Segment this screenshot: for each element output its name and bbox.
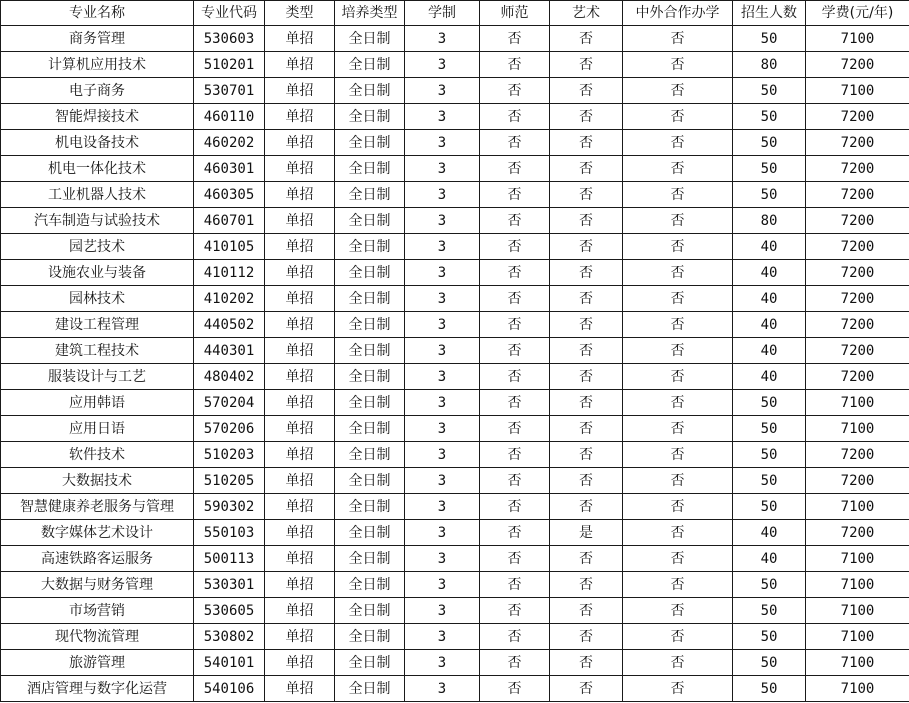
table-row [1, 676, 909, 702]
major-code-cell: 510201 [194, 52, 265, 78]
duration-cell: 3 [405, 624, 480, 650]
enrollment-cell: 50 [733, 468, 806, 494]
training-type-cell: 全日制 [335, 338, 405, 364]
type-cell: 单招 [265, 52, 335, 78]
arts-cell: 否 [550, 650, 623, 676]
training-type-cell: 全日制 [335, 312, 405, 338]
type-cell: 单招 [265, 208, 335, 234]
table-row [1, 104, 909, 130]
header-arts: 艺术 [550, 1, 623, 26]
training-type-cell: 全日制 [335, 78, 405, 104]
duration-cell: 3 [405, 416, 480, 442]
teacher-training-cell: 否 [480, 156, 550, 182]
duration-cell: 3 [405, 208, 480, 234]
enrollment-cell: 50 [733, 650, 806, 676]
major-name-cell: 数字媒体艺术设计 [1, 520, 194, 546]
teacher-training-cell: 否 [480, 260, 550, 286]
table-row [1, 364, 909, 390]
arts-cell: 否 [550, 208, 623, 234]
teacher-training-cell: 否 [480, 338, 550, 364]
type-cell: 单招 [265, 624, 335, 650]
table-row [1, 598, 909, 624]
enrollment-cell: 80 [733, 52, 806, 78]
table-row [1, 494, 909, 520]
sino-foreign-cell: 否 [623, 104, 733, 130]
tuition-cell: 7100 [806, 572, 909, 598]
arts-cell: 否 [550, 104, 623, 130]
header-enrollment: 招生人数 [733, 1, 806, 26]
training-type-cell: 全日制 [335, 260, 405, 286]
teacher-training-cell: 否 [480, 494, 550, 520]
sino-foreign-cell: 否 [623, 442, 733, 468]
type-cell: 单招 [265, 650, 335, 676]
sino-foreign-cell: 否 [623, 416, 733, 442]
teacher-training-cell: 否 [480, 650, 550, 676]
major-name-cell: 智慧健康养老服务与管理 [1, 494, 194, 520]
training-type-cell: 全日制 [335, 416, 405, 442]
arts-cell: 否 [550, 52, 623, 78]
teacher-training-cell: 否 [480, 416, 550, 442]
type-cell: 单招 [265, 260, 335, 286]
major-name-cell: 设施农业与装备 [1, 260, 194, 286]
arts-cell: 否 [550, 78, 623, 104]
enrollment-cell: 50 [733, 390, 806, 416]
enrollment-cell: 40 [733, 234, 806, 260]
table-row [1, 390, 909, 416]
duration-cell: 3 [405, 546, 480, 572]
teacher-training-cell: 否 [480, 676, 550, 702]
arts-cell: 否 [550, 26, 623, 52]
enrollment-cell: 40 [733, 286, 806, 312]
duration-cell: 3 [405, 26, 480, 52]
training-type-cell: 全日制 [335, 130, 405, 156]
type-cell: 单招 [265, 182, 335, 208]
enrollment-cell: 40 [733, 546, 806, 572]
tuition-cell: 7200 [806, 182, 909, 208]
enrollment-cell: 50 [733, 78, 806, 104]
enrollment-cell: 80 [733, 208, 806, 234]
enrollment-cell: 40 [733, 260, 806, 286]
arts-cell: 否 [550, 364, 623, 390]
table-row [1, 312, 909, 338]
type-cell: 单招 [265, 468, 335, 494]
arts-cell: 否 [550, 624, 623, 650]
enrollment-cell: 40 [733, 338, 806, 364]
duration-cell: 3 [405, 364, 480, 390]
tuition-cell: 7100 [806, 390, 909, 416]
type-cell: 单招 [265, 104, 335, 130]
teacher-training-cell: 否 [480, 520, 550, 546]
teacher-training-cell: 否 [480, 442, 550, 468]
major-code-cell: 460301 [194, 156, 265, 182]
duration-cell: 3 [405, 286, 480, 312]
type-cell: 单招 [265, 520, 335, 546]
arts-cell: 否 [550, 286, 623, 312]
enrollment-cell: 50 [733, 416, 806, 442]
sino-foreign-cell: 否 [623, 182, 733, 208]
header-duration: 学制 [405, 1, 480, 26]
sino-foreign-cell: 否 [623, 494, 733, 520]
arts-cell: 否 [550, 442, 623, 468]
major-name-cell: 市场营销 [1, 598, 194, 624]
major-code-cell: 410112 [194, 260, 265, 286]
table-row [1, 26, 909, 52]
major-code-cell: 510205 [194, 468, 265, 494]
sino-foreign-cell: 否 [623, 78, 733, 104]
major-code-cell: 480402 [194, 364, 265, 390]
table-row [1, 416, 909, 442]
duration-cell: 3 [405, 182, 480, 208]
tuition-cell: 7100 [806, 624, 909, 650]
duration-cell: 3 [405, 520, 480, 546]
duration-cell: 3 [405, 598, 480, 624]
tuition-cell: 7200 [806, 104, 909, 130]
enrollment-cell: 50 [733, 104, 806, 130]
major-name-cell: 汽车制造与试验技术 [1, 208, 194, 234]
tuition-cell: 7200 [806, 52, 909, 78]
enrollment-cell: 50 [733, 572, 806, 598]
table-row [1, 130, 909, 156]
enrollment-cell: 50 [733, 494, 806, 520]
arts-cell: 否 [550, 234, 623, 260]
tuition-cell: 7100 [806, 78, 909, 104]
sino-foreign-cell: 否 [623, 676, 733, 702]
tuition-cell: 7200 [806, 130, 909, 156]
table-header-row [1, 1, 909, 26]
teacher-training-cell: 否 [480, 234, 550, 260]
tuition-cell: 7100 [806, 26, 909, 52]
header-major-name: 专业名称 [1, 1, 194, 26]
major-code-cell: 460305 [194, 182, 265, 208]
major-name-cell: 大数据与财务管理 [1, 572, 194, 598]
major-name-cell: 电子商务 [1, 78, 194, 104]
type-cell: 单招 [265, 286, 335, 312]
header-major-code: 专业代码 [194, 1, 265, 26]
major-code-cell: 510203 [194, 442, 265, 468]
table-row [1, 260, 909, 286]
teacher-training-cell: 否 [480, 182, 550, 208]
table-row [1, 442, 909, 468]
type-cell: 单招 [265, 494, 335, 520]
enrollment-cell: 50 [733, 598, 806, 624]
tuition-cell: 7200 [806, 234, 909, 260]
training-type-cell: 全日制 [335, 208, 405, 234]
training-type-cell: 全日制 [335, 572, 405, 598]
major-code-cell: 460110 [194, 104, 265, 130]
major-code-cell: 440301 [194, 338, 265, 364]
enrollment-cell: 40 [733, 520, 806, 546]
type-cell: 单招 [265, 364, 335, 390]
type-cell: 单招 [265, 130, 335, 156]
major-code-cell: 410202 [194, 286, 265, 312]
major-name-cell: 应用日语 [1, 416, 194, 442]
header-training-type: 培养类型 [335, 1, 405, 26]
arts-cell: 否 [550, 130, 623, 156]
major-name-cell: 高速铁路客运服务 [1, 546, 194, 572]
arts-cell: 否 [550, 598, 623, 624]
table-row [1, 234, 909, 260]
major-name-cell: 现代物流管理 [1, 624, 194, 650]
tuition-cell: 7200 [806, 260, 909, 286]
major-name-cell: 大数据技术 [1, 468, 194, 494]
header-type: 类型 [265, 1, 335, 26]
major-code-cell: 590302 [194, 494, 265, 520]
training-type-cell: 全日制 [335, 390, 405, 416]
duration-cell: 3 [405, 260, 480, 286]
enrollment-cell: 50 [733, 130, 806, 156]
major-name-cell: 工业机器人技术 [1, 182, 194, 208]
enrollment-cell: 50 [733, 26, 806, 52]
major-name-cell: 园林技术 [1, 286, 194, 312]
teacher-training-cell: 否 [480, 78, 550, 104]
training-type-cell: 全日制 [335, 650, 405, 676]
sino-foreign-cell: 否 [623, 156, 733, 182]
tuition-cell: 7200 [806, 468, 909, 494]
major-code-cell: 500113 [194, 546, 265, 572]
tuition-cell: 7200 [806, 364, 909, 390]
table-row [1, 520, 909, 546]
duration-cell: 3 [405, 572, 480, 598]
duration-cell: 3 [405, 130, 480, 156]
major-name-cell: 软件技术 [1, 442, 194, 468]
training-type-cell: 全日制 [335, 182, 405, 208]
arts-cell: 是 [550, 520, 623, 546]
tuition-cell: 7100 [806, 546, 909, 572]
table-row [1, 286, 909, 312]
training-type-cell: 全日制 [335, 442, 405, 468]
teacher-training-cell: 否 [480, 364, 550, 390]
arts-cell: 否 [550, 312, 623, 338]
major-name-cell: 旅游管理 [1, 650, 194, 676]
major-code-cell: 460701 [194, 208, 265, 234]
arts-cell: 否 [550, 468, 623, 494]
header-teacher-training: 师范 [480, 1, 550, 26]
tuition-cell: 7100 [806, 494, 909, 520]
major-name-cell: 智能焊接技术 [1, 104, 194, 130]
training-type-cell: 全日制 [335, 520, 405, 546]
training-type-cell: 全日制 [335, 234, 405, 260]
table-row [1, 624, 909, 650]
major-code-cell: 530802 [194, 624, 265, 650]
arts-cell: 否 [550, 156, 623, 182]
sino-foreign-cell: 否 [623, 338, 733, 364]
table-row [1, 650, 909, 676]
major-name-cell: 酒店管理与数字化运营 [1, 676, 194, 702]
tuition-cell: 7200 [806, 520, 909, 546]
sino-foreign-cell: 否 [623, 312, 733, 338]
duration-cell: 3 [405, 442, 480, 468]
arts-cell: 否 [550, 494, 623, 520]
tuition-cell: 7200 [806, 442, 909, 468]
duration-cell: 3 [405, 78, 480, 104]
type-cell: 单招 [265, 546, 335, 572]
type-cell: 单招 [265, 676, 335, 702]
major-code-cell: 530301 [194, 572, 265, 598]
sino-foreign-cell: 否 [623, 260, 733, 286]
type-cell: 单招 [265, 572, 335, 598]
sino-foreign-cell: 否 [623, 468, 733, 494]
arts-cell: 否 [550, 260, 623, 286]
sino-foreign-cell: 否 [623, 26, 733, 52]
table-row [1, 572, 909, 598]
enrollment-cell: 50 [733, 442, 806, 468]
training-type-cell: 全日制 [335, 156, 405, 182]
teacher-training-cell: 否 [480, 572, 550, 598]
teacher-training-cell: 否 [480, 52, 550, 78]
major-name-cell: 服装设计与工艺 [1, 364, 194, 390]
duration-cell: 3 [405, 676, 480, 702]
table-row [1, 468, 909, 494]
teacher-training-cell: 否 [480, 390, 550, 416]
tuition-cell: 7200 [806, 208, 909, 234]
table-row [1, 338, 909, 364]
training-type-cell: 全日制 [335, 546, 405, 572]
major-name-cell: 建筑工程技术 [1, 338, 194, 364]
tuition-cell: 7200 [806, 156, 909, 182]
arts-cell: 否 [550, 546, 623, 572]
duration-cell: 3 [405, 52, 480, 78]
training-type-cell: 全日制 [335, 494, 405, 520]
duration-cell: 3 [405, 104, 480, 130]
teacher-training-cell: 否 [480, 624, 550, 650]
tuition-cell: 7200 [806, 312, 909, 338]
arts-cell: 否 [550, 572, 623, 598]
training-type-cell: 全日制 [335, 26, 405, 52]
type-cell: 单招 [265, 416, 335, 442]
arts-cell: 否 [550, 416, 623, 442]
major-code-cell: 530605 [194, 598, 265, 624]
sino-foreign-cell: 否 [623, 52, 733, 78]
enrollment-cell: 50 [733, 182, 806, 208]
training-type-cell: 全日制 [335, 676, 405, 702]
sino-foreign-cell: 否 [623, 546, 733, 572]
tuition-cell: 7100 [806, 650, 909, 676]
major-code-cell: 530701 [194, 78, 265, 104]
enrollment-cell: 50 [733, 676, 806, 702]
major-code-cell: 570204 [194, 390, 265, 416]
sino-foreign-cell: 否 [623, 520, 733, 546]
arts-cell: 否 [550, 338, 623, 364]
table-row [1, 208, 909, 234]
major-name-cell: 园艺技术 [1, 234, 194, 260]
major-code-cell: 550103 [194, 520, 265, 546]
arts-cell: 否 [550, 182, 623, 208]
type-cell: 单招 [265, 390, 335, 416]
training-type-cell: 全日制 [335, 52, 405, 78]
teacher-training-cell: 否 [480, 130, 550, 156]
teacher-training-cell: 否 [480, 598, 550, 624]
teacher-training-cell: 否 [480, 468, 550, 494]
sino-foreign-cell: 否 [623, 572, 733, 598]
tuition-cell: 7100 [806, 416, 909, 442]
header-tuition: 学费(元/年) [806, 1, 909, 26]
major-name-cell: 建设工程管理 [1, 312, 194, 338]
arts-cell: 否 [550, 676, 623, 702]
major-name-cell: 应用韩语 [1, 390, 194, 416]
tuition-cell: 7100 [806, 676, 909, 702]
training-type-cell: 全日制 [335, 598, 405, 624]
type-cell: 单招 [265, 312, 335, 338]
sino-foreign-cell: 否 [623, 130, 733, 156]
enrollment-cell: 50 [733, 624, 806, 650]
major-code-cell: 570206 [194, 416, 265, 442]
major-name-cell: 机电设备技术 [1, 130, 194, 156]
major-name-cell: 计算机应用技术 [1, 52, 194, 78]
table-row [1, 156, 909, 182]
sino-foreign-cell: 否 [623, 624, 733, 650]
duration-cell: 3 [405, 312, 480, 338]
sino-foreign-cell: 否 [623, 650, 733, 676]
training-type-cell: 全日制 [335, 468, 405, 494]
table-row [1, 52, 909, 78]
arts-cell: 否 [550, 390, 623, 416]
teacher-training-cell: 否 [480, 286, 550, 312]
sino-foreign-cell: 否 [623, 286, 733, 312]
teacher-training-cell: 否 [480, 208, 550, 234]
duration-cell: 3 [405, 390, 480, 416]
enrollment-cell: 40 [733, 364, 806, 390]
table-row [1, 182, 909, 208]
type-cell: 单招 [265, 26, 335, 52]
duration-cell: 3 [405, 468, 480, 494]
tuition-cell: 7200 [806, 338, 909, 364]
major-code-cell: 530603 [194, 26, 265, 52]
training-type-cell: 全日制 [335, 104, 405, 130]
type-cell: 单招 [265, 598, 335, 624]
sino-foreign-cell: 否 [623, 598, 733, 624]
header-sino-foreign: 中外合作办学 [623, 1, 733, 26]
type-cell: 单招 [265, 234, 335, 260]
duration-cell: 3 [405, 494, 480, 520]
major-name-cell: 商务管理 [1, 26, 194, 52]
type-cell: 单招 [265, 78, 335, 104]
tuition-cell: 7100 [806, 598, 909, 624]
sino-foreign-cell: 否 [623, 364, 733, 390]
training-type-cell: 全日制 [335, 286, 405, 312]
duration-cell: 3 [405, 338, 480, 364]
duration-cell: 3 [405, 234, 480, 260]
sino-foreign-cell: 否 [623, 234, 733, 260]
teacher-training-cell: 否 [480, 312, 550, 338]
table-row [1, 78, 909, 104]
type-cell: 单招 [265, 442, 335, 468]
major-code-cell: 540106 [194, 676, 265, 702]
type-cell: 单招 [265, 338, 335, 364]
table-body [1, 26, 909, 702]
major-name-cell: 机电一体化技术 [1, 156, 194, 182]
training-type-cell: 全日制 [335, 624, 405, 650]
teacher-training-cell: 否 [480, 104, 550, 130]
type-cell: 单招 [265, 156, 335, 182]
duration-cell: 3 [405, 650, 480, 676]
training-type-cell: 全日制 [335, 364, 405, 390]
teacher-training-cell: 否 [480, 26, 550, 52]
enrollment-cell: 50 [733, 156, 806, 182]
duration-cell: 3 [405, 156, 480, 182]
major-code-cell: 460202 [194, 130, 265, 156]
enrollment-cell: 40 [733, 312, 806, 338]
major-code-cell: 440502 [194, 312, 265, 338]
major-code-cell: 540101 [194, 650, 265, 676]
teacher-training-cell: 否 [480, 546, 550, 572]
tuition-cell: 7200 [806, 286, 909, 312]
sino-foreign-cell: 否 [623, 390, 733, 416]
major-code-cell: 410105 [194, 234, 265, 260]
table-row [1, 546, 909, 572]
sino-foreign-cell: 否 [623, 208, 733, 234]
